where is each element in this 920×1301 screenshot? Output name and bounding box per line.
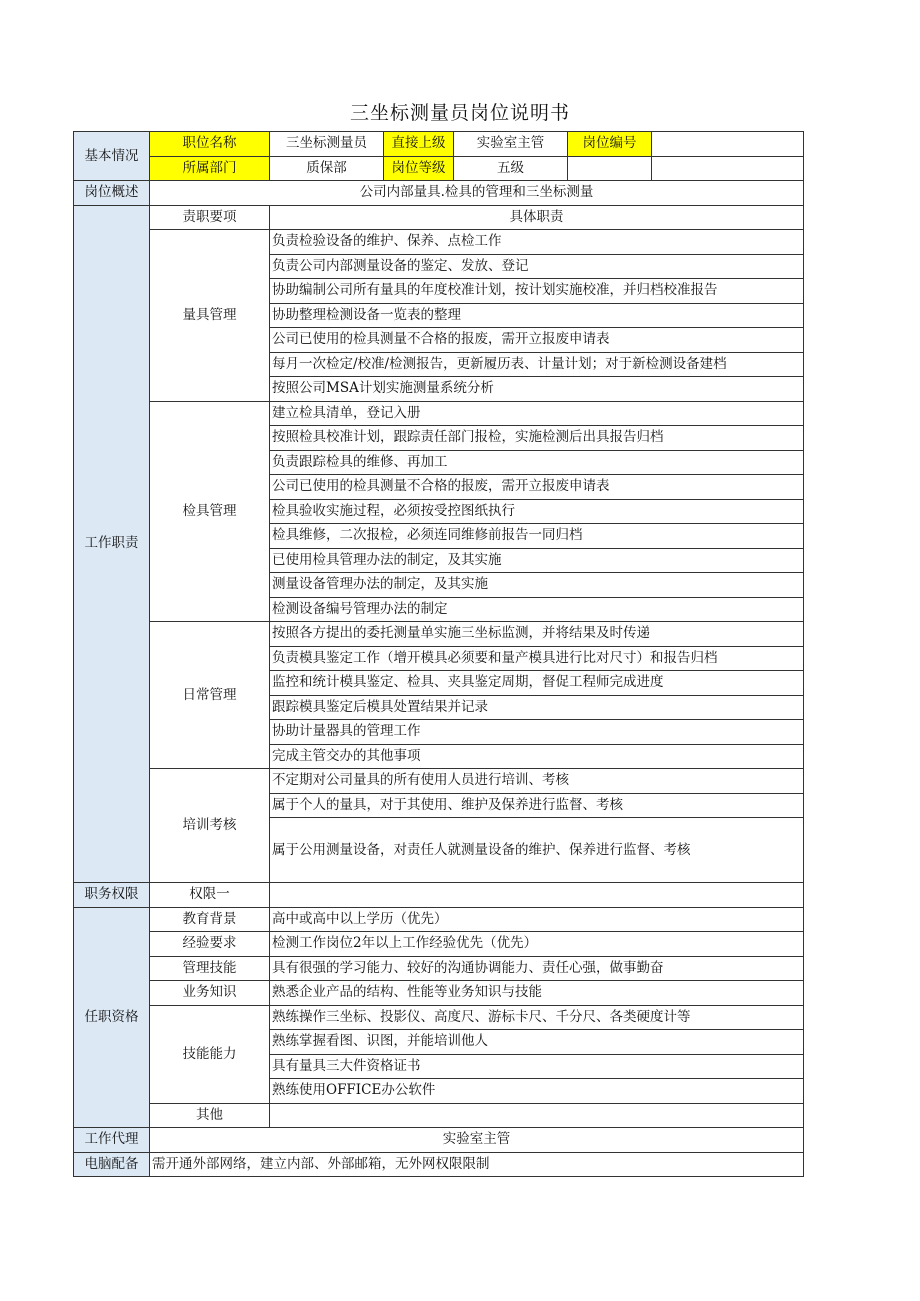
label-department: 所属部门: [150, 156, 270, 181]
duty-item: 负责公司内部测量设备的鉴定、发放、登记: [270, 254, 804, 279]
duty-group-label: 量具管理: [150, 230, 270, 402]
duty-item: 按照各方提出的委托测量单实施三坐标监测，并将结果及时传递: [270, 622, 804, 647]
qualification-text: 高中或高中以上学历（优先）: [270, 907, 804, 932]
skills-label: 技能能力: [150, 1005, 270, 1103]
duty-item: 跟踪模具鉴定后模具处置结果并记录: [270, 695, 804, 720]
duty-item: 测量设备管理办法的制定，及其实施: [270, 573, 804, 598]
duty-row: [74, 401, 804, 426]
qualification-text: 检测工作岗位2年以上工作经验优先（优先）: [270, 932, 804, 957]
authority-label: 权限一: [150, 883, 270, 908]
label-position-level: 岗位等级: [384, 156, 454, 181]
other-text: [270, 1103, 804, 1128]
skill-item: 具有量具三大件资格证书: [270, 1054, 804, 1079]
section-authority: 职务权限: [74, 883, 150, 908]
duty-detail-header: 具体职责: [270, 205, 804, 230]
other-row: [74, 1103, 804, 1128]
qualification-label: 管理技能: [150, 956, 270, 981]
qualification-row: [74, 956, 804, 981]
authority-text: [270, 883, 804, 908]
duty-item: 属于个人的量具，对于其使用、维护及保养进行监督、考核: [270, 793, 804, 818]
overview-row: [74, 181, 804, 206]
duty-item: 协助计量器具的管理工作: [270, 720, 804, 745]
duty-item: 检具维修，二次报检，必须连同维修前报告一同归档: [270, 524, 804, 549]
section-qualification: 任职资格: [74, 907, 150, 1128]
duty-item: 公司已使用的检具测量不合格的报废，需开立报废申请表: [270, 475, 804, 500]
duty-item: 按照公司MSA计划实施测量系统分析: [270, 377, 804, 402]
qualification-label: 经验要求: [150, 932, 270, 957]
duty-item: 协助编制公司所有量具的年度校准计划，按计划实施校准，并归档校准报告: [270, 279, 804, 304]
duty-item: 按照检具校准计划，跟踪责任部门报检，实施检测后出具报告归档: [270, 426, 804, 451]
section-basic: 基本情况: [74, 132, 150, 181]
duty-group-label: 检具管理: [150, 401, 270, 622]
agent-row: [74, 1128, 804, 1153]
duty-item: 建立检具清单，登记入册: [270, 401, 804, 426]
duty-group-label: 培训考核: [150, 769, 270, 883]
section-agent: 工作代理: [74, 1128, 150, 1153]
duty-item: 负责检验设备的维护、保养、点检工作: [270, 230, 804, 255]
duty-item: 已使用检具管理办法的制定，及其实施: [270, 548, 804, 573]
value-position-name: 三坐标测量员: [270, 132, 384, 157]
duty-row: [74, 230, 804, 255]
duty-item: 负责跟踪检具的维修、再加工: [270, 450, 804, 475]
qualification-text: 具有很强的学习能力、较好的沟通协调能力、责任心强，做事勤奋: [270, 956, 804, 981]
value-position-level: 五级: [454, 156, 568, 181]
duty-item: 属于公用测量设备，对责任人就测量设备的维护、保养进行监督、考核: [270, 818, 804, 883]
duty-row: [74, 769, 804, 794]
agent-text: 实验室主管: [150, 1128, 804, 1153]
duty-item: 检具验收实施过程，必须按受控图纸执行: [270, 499, 804, 524]
basic-row-2: [74, 156, 804, 181]
qualification-label: 业务知识: [150, 981, 270, 1006]
duty-item: 监控和统计模具鉴定、检具、夹具鉴定周期，督促工程师完成进度: [270, 671, 804, 696]
qualification-row: [74, 981, 804, 1006]
duty-key-header: 责职要项: [150, 205, 270, 230]
section-duties: 工作职责: [74, 205, 150, 883]
blank-cell: [568, 156, 652, 181]
computer-row: [74, 1152, 804, 1177]
other-label: 其他: [150, 1103, 270, 1128]
computer-text: 需开通外部网络，建立内部、外部邮箱，无外网权限限制: [150, 1152, 804, 1177]
value-position-number: [652, 132, 804, 157]
duty-item: 每月一次检定/校准/检测报告，更新履历表、计量计划；对于新检测设备建档: [270, 352, 804, 377]
duty-item: 检测设备编号管理办法的制定: [270, 597, 804, 622]
skill-item: 熟练操作三坐标、投影仪、高度尺、游标卡尺、千分尺、各类硬度计等: [270, 1005, 804, 1030]
qualification-row: [74, 907, 804, 932]
label-position-name: 职位名称: [150, 132, 270, 157]
duty-item: 协助整理检测设备一览表的整理: [270, 303, 804, 328]
page-title: 三坐标测量员岗位说明书: [349, 102, 570, 124]
duty-item: 负责模具鉴定工作（增开模具必须要和量产模具进行比对尺寸）和报告归档: [270, 646, 804, 671]
section-computer: 电脑配备: [74, 1152, 150, 1177]
label-position-number: 岗位编号: [568, 132, 652, 157]
skill-item: 熟练掌握看图、识图，并能培训他人: [270, 1030, 804, 1055]
basic-row-1: [74, 132, 804, 157]
duty-item: 公司已使用的检具测量不合格的报废，需开立报废申请表: [270, 328, 804, 353]
value-department: 质保部: [270, 156, 384, 181]
duties-header-row: [74, 205, 804, 230]
job-description-table: [73, 131, 804, 1177]
label-direct-superior: 直接上级: [384, 132, 454, 157]
duty-item: 不定期对公司量具的所有使用人员进行培训、考核: [270, 769, 804, 794]
authority-row: [74, 883, 804, 908]
qualification-label: 教育背景: [150, 907, 270, 932]
duty-item: 完成主管交办的其他事项: [270, 744, 804, 769]
value-direct-superior: 实验室主管: [454, 132, 568, 157]
qualification-row: [74, 932, 804, 957]
duty-row: [74, 622, 804, 647]
overview-text: 公司内部量具.检具的管理和三坐标测量: [150, 181, 804, 206]
blank-cell: [652, 156, 804, 181]
section-overview: 岗位概述: [74, 181, 150, 206]
skill-row: [74, 1005, 804, 1030]
skill-item: 熟练使用OFFICE办公软件: [270, 1079, 804, 1104]
qualification-text: 熟悉企业产品的结构、性能等业务知识与技能: [270, 981, 804, 1006]
duty-group-label: 日常管理: [150, 622, 270, 769]
